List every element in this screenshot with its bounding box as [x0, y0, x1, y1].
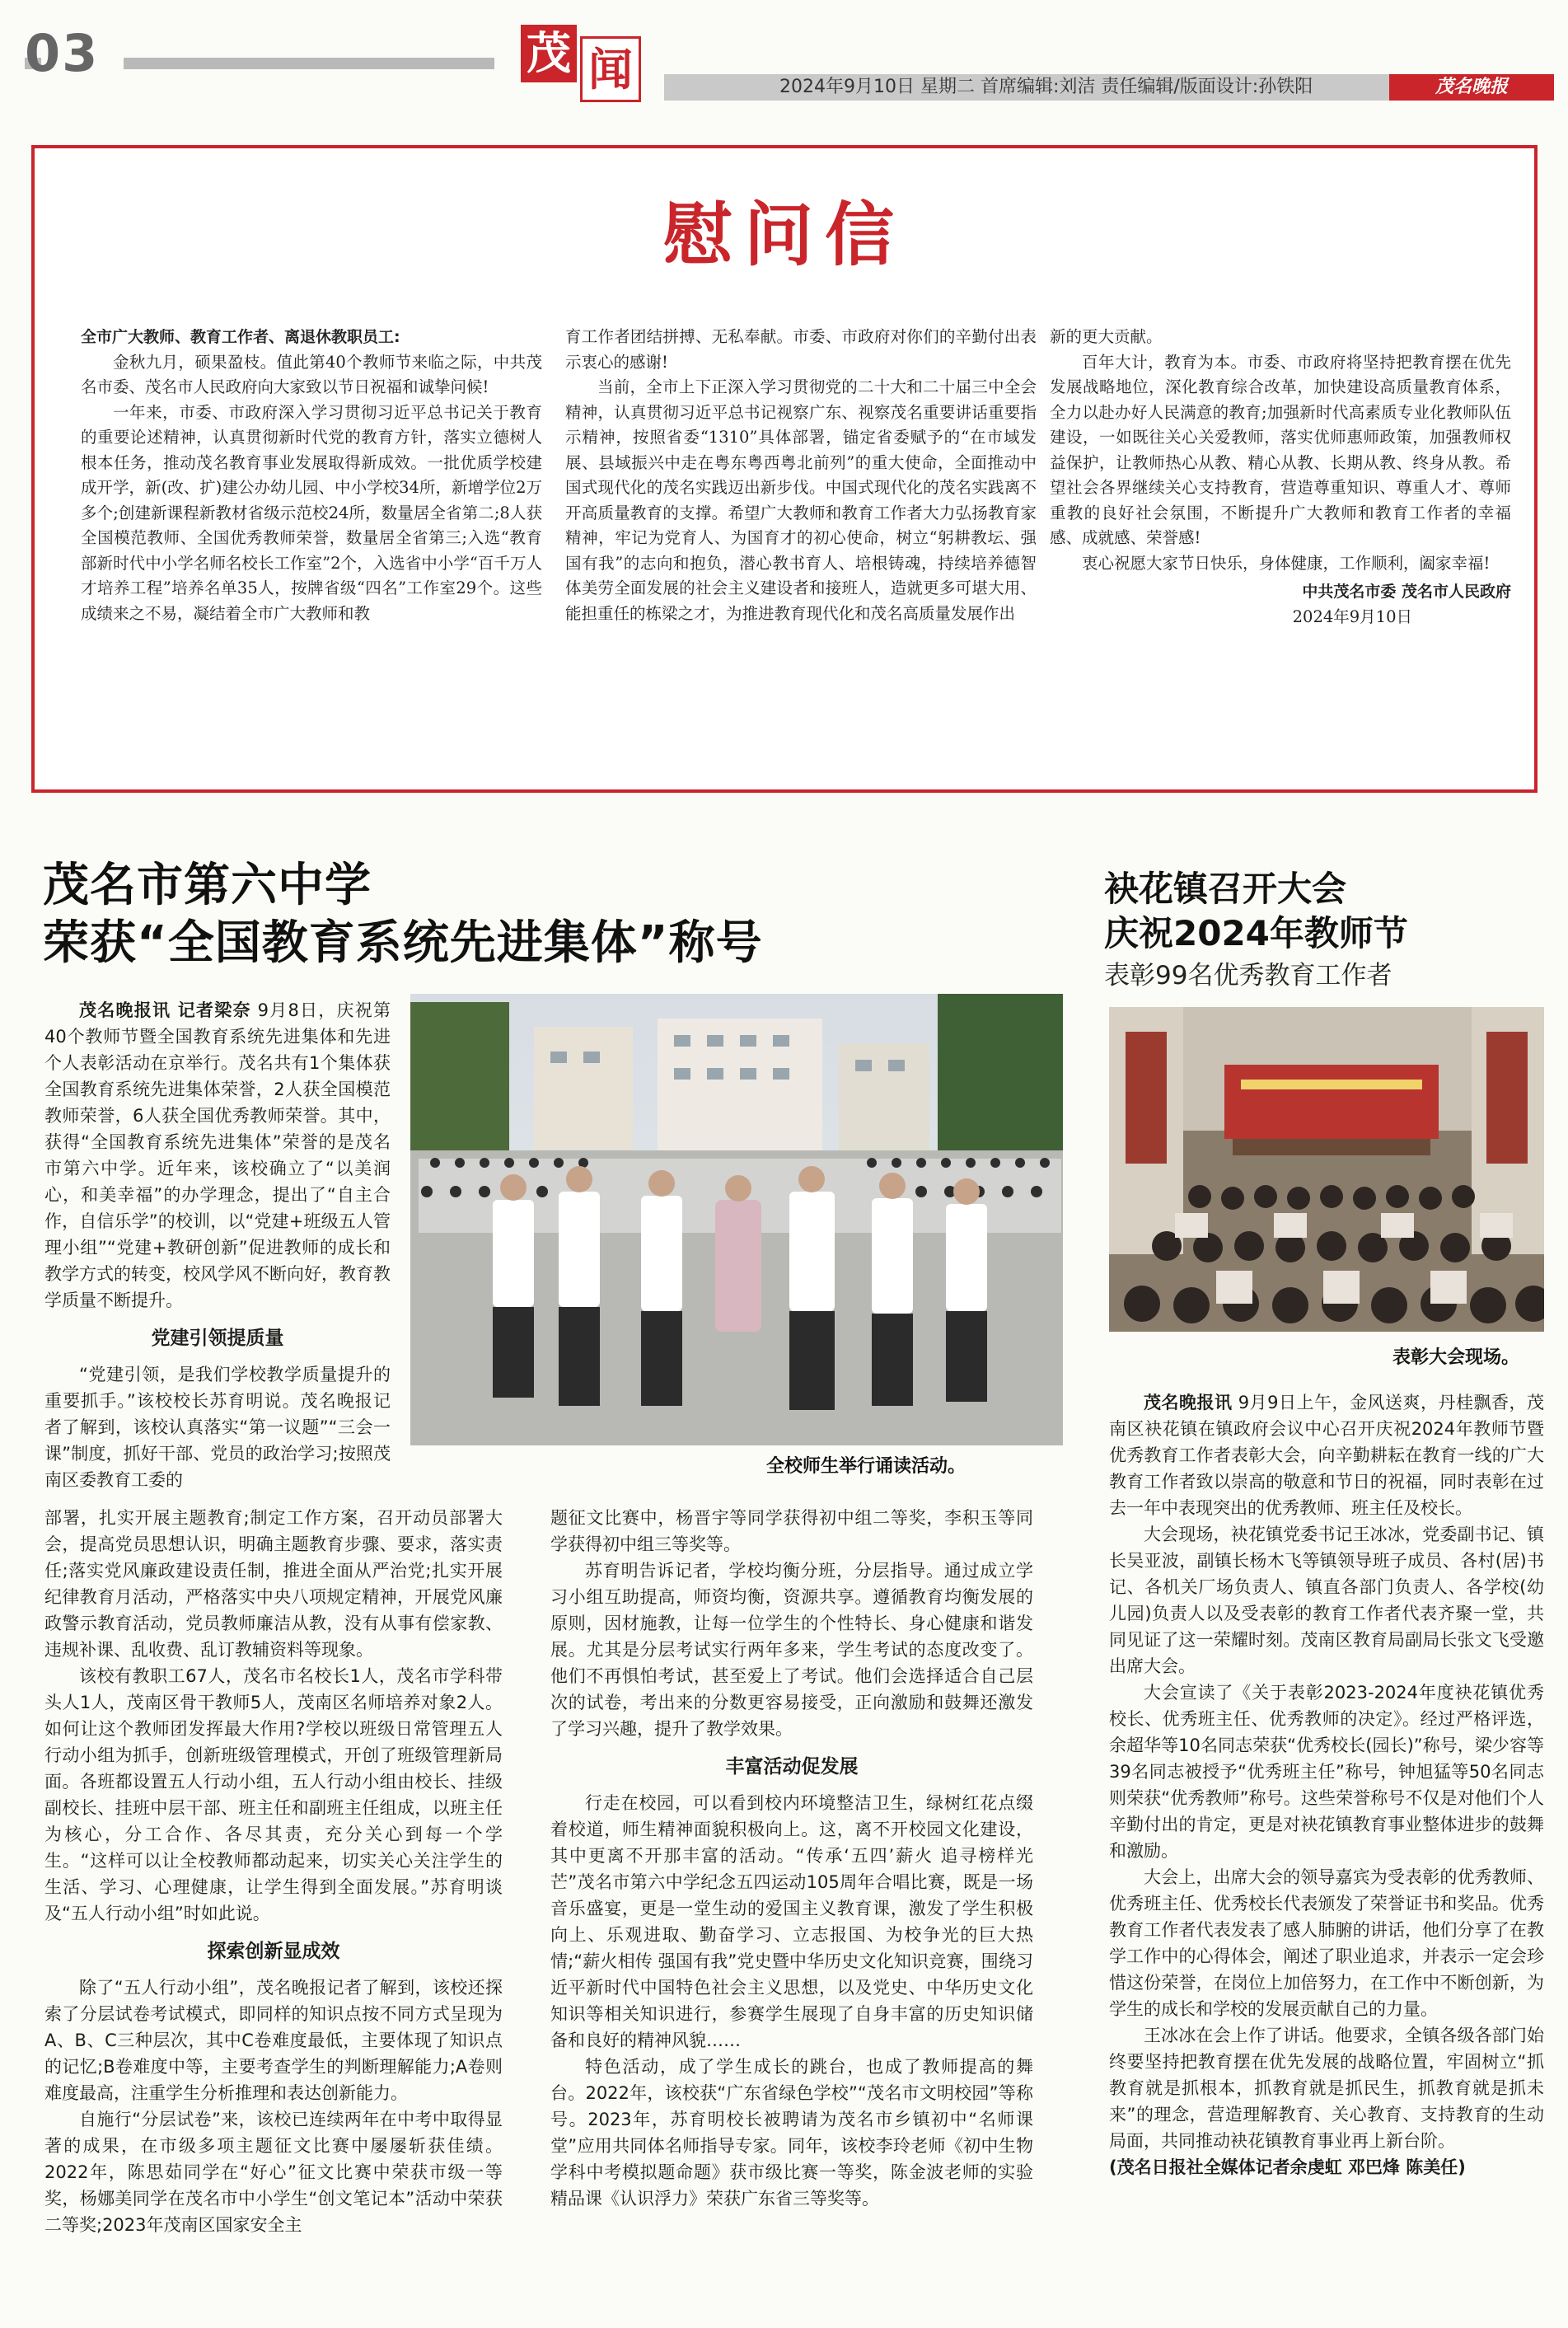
header-rule — [124, 58, 494, 69]
article1-paragraph: 特色活动，成了学生成长的跳台，也成了教师提高的舞台。2022年，该校获“广东省绿色学校”“茂名市文明校园”等称号。2023年，苏育明校长被聘请为茂名市乡镇初中“名师课堂”应用共同体名师指导专家。同年，该校李玲老师《初中生物学科中考模拟题命题》获市级比赛一等奖，陈金波老师的实验精品课《认识浮力》荣获广东省三等奖等。 — [550, 2057, 1033, 2209]
article1-paragraph: “党建引领，是我们学校教学质量提升的重要抓手。”该校校长苏育明说。茂名晚报记者了解到，该校认真落实“第一议题”“三会一课”制度，抓好干部、党员的政治学习;按照茂南区委教育工委的 — [44, 1365, 391, 1490]
letter-paragraph: 百年大计，教育为本。市委、市政府将坚持把教育摆在优先发展战略地位，深化教育综合改革，加快建设高质量教育体系，全力以赴办好人民满意的教育;加强新时代高素质专业化教师队伍建设，一如既往关心关爱教师，落实优师惠师政策，加强教师权益保护，让教师热心从教、精心从教、长期从教、终身从教。希望社会各界继续关心支持教育，营造尊重知识、尊重人才、尊师重教的良好社会氛围，不断提升广大教师和教育工作者的幸福感、成就感、荣誉感! — [1050, 352, 1511, 547]
article1-byline: 茂名晚报讯 记者梁奈 — [79, 1000, 251, 1020]
newspaper-brand: 茂名晚报 — [1389, 74, 1554, 101]
letter-paragraph: 育工作者团结拼搏、无私奉献。市委、市政府对你们的辛勤付出表示衷心的感谢! — [565, 327, 1037, 372]
letter-column-2 — [565, 325, 1037, 626]
page-number: 03 — [25, 23, 100, 83]
school-assembly-image — [410, 994, 1063, 1445]
article1-subhead-1: 党建引领提质量 — [151, 1328, 284, 1349]
article1-lead-column — [44, 997, 391, 1493]
letter-box — [31, 145, 1538, 793]
section-label-char2: 闻 — [580, 36, 641, 102]
article2-column — [1109, 1389, 1544, 2180]
article1-photo — [410, 994, 1063, 1445]
article1-paragraph: 苏育明告诉记者，学校均衡分班，分层指导。通过成立学习小组互助提高，师资均衡，资源共享。遵循教育均衡发展的原则，因材施教，让每一位学生的个性特长、身心健康和谐发展。尤其是分层考试实行两年多来，学生考试的态度改变了。他们不再惧怕考试，甚至爱上了考试。他们会选择适合自己层次的试卷，考出来的分数更容易接受，正向激励和鼓舞还激发了学习兴趣，提升了教学效果。 — [550, 1561, 1033, 1739]
issue-info-bar — [664, 74, 1554, 101]
article1-headline-line1: 茂名市第六中学 — [43, 859, 372, 912]
article2-headline-line2: 庆祝2024年教师节 — [1104, 913, 1408, 953]
article2-subheadline: 表彰99名优秀教育工作者 — [1104, 961, 1392, 991]
conference-hall-image — [1109, 1007, 1544, 1332]
article2-paragraph: 大会宣读了《关于表彰2023-2024年度袂花镇优秀校长、优秀班主任、优秀教师的决定》。经过严格评选，余超华等10名同志荣获“优秀校长(园长)”称号，梁少容等39名同志被授予“优秀班主任”称号，钟旭猛等50名同志则荣获“优秀教师”称号。这些荣誉称号不仅是对他们个人辛勤付出的肯定，更是对袂花镇教育事业整体进步的鼓舞和激励。 — [1109, 1683, 1544, 1861]
article1-photo-caption: 全校师生举行诵读活动。 — [766, 1456, 967, 1477]
letter-salutation: 全市广大教师、教育工作者、离退休教职员工: — [81, 328, 400, 346]
letter-column-1 — [81, 325, 542, 626]
article2-headline-line1: 袂花镇召开大会 — [1104, 869, 1347, 909]
article1-paragraph: 该校有教职工67人，茂名市名校长1人，茂名市学科带头人1人，茂南区骨干教师5人，茂南区名师培养对象2人。如何让这个教师团发挥最大作用?学校以班级日常管理五人行动小组为抓手，创新班级管理模式，开创了班级管理新局面。各班都设置五人行动小组，五人行动小组由校长、挂级副校长、挂班中层干部、班主任和副班主任组成，以班主任为核心，分工合作、各尽其责，充分关心到每一个学生。“这样可以让全校教师都动起来，切实关心关注学生的生活、学习、心理健康，让学生得到全面发展。”苏育明谈及“五人行动小组”时如此说。 — [44, 1666, 503, 1923]
article1-headline — [43, 857, 763, 972]
issue-info: 2024年9月10日 星期二 首席编辑:刘洁 责任编辑/版面设计:孙铁阳 — [779, 77, 1313, 97]
article2-credit: (茂名日报社全媒体记者余虔虹 邓巴烽 陈美任) — [1109, 2157, 1466, 2177]
article2-byline: 茂名晚报讯 — [1144, 1393, 1233, 1412]
letter-column-3 — [1050, 325, 1511, 630]
article2-paragraph: 王冰冰在会上作了讲话。他要求，全镇各级各部门始终要坚持把教育摆在优先发展的战略位置，牢固树立“抓教育就是抓根本，抓教育就是抓民生，抓教育就是抓未来”的理念，营造理解教育、关心教育、支持教育的生动局面，共同推动袂花镇教育事业再上新台阶。 — [1109, 2026, 1544, 2151]
letter-title: 慰问信 — [662, 194, 906, 275]
article2-photo-caption: 表彰大会现场。 — [1392, 1347, 1520, 1368]
article2-headline — [1104, 867, 1408, 956]
letter-date: 2024年9月10日 — [1292, 607, 1412, 626]
letter-paragraph: 一年来，市委、市政府深入学习贯彻习近平总书记关于教育的重要论述精神，认真贯彻新时代党的教育方针，落实立德树人根本任务，推动茂名教育事业发展取得新成效。一批优质学校建成开学，新(改、扩)建公办幼儿园、中小学校34所，新增学位2万多个;创建新课程新教材省级示范校24所，数量居全省第二;8人获全国模范教师、全国优秀教师荣誉，数量居全省第三;入选“教育部新时代中小学名师名校长工作室”2个，入选省中小学“百千万人才培养工程”培养名单35人，按牌省级“四名”工作室29个。这些成绩来之不易，凝结着全市广大教师和教 — [81, 402, 542, 623]
article1-subhead-3: 丰富活动促发展 — [725, 1756, 859, 1778]
article1-paragraph: 自施行“分层试卷”来，该校已连续两年在中考中取得显著的成果，在市级多项主题征文比赛中屡屡斩获佳绩。2022年，陈思茹同学在“好心”征文比赛中荣获市级一等奖，杨娜美同学在茂名市中小学生“创文笔记本”活动中荣获二等奖;2023年茂南区国家安全主 — [44, 2110, 503, 2235]
letter-paragraph: 当前，全市上下正深入学习贯彻党的二十大和二十届三中全会精神，认真贯彻习近平总书记视察广东、视察茂名重要讲话重要指示精神，按照省委“1310”具体部署，锚定省委赋予的“在市域发展、县域振兴中走在粤东粤西粤北前列”的重大使命，全面推动中国式现代化的茂名实践迈出新步伐。中国式现代化的茂名实践离不开高质量教育的支撑。希望广大教师和教育工作者大力弘扬教育家精神，牢记为党育人、为国育才的初心使命，树立“躬耕教坛、强国有我”的志向和抱负，潜心教书育人、培根铸魂，持续培养德智体美劳全面发展的社会主义建设者和接班人，造就更多可堪大用、能担重任的栋梁之才，为推进教育现代化和茂名高质量发展作出 — [565, 377, 1037, 623]
article1-column-2 — [550, 1505, 1033, 2212]
article2-paragraph: 大会上，出席大会的领导嘉宾为受表彰的优秀教师、优秀班主任、优秀校长代表颁发了荣誉证书和奖品。优秀教育工作者代表发表了感人肺腑的讲话，他们分享了在教学工作中的心得体会，阐述了职业追求，并表示一定会珍惜这份荣誉，在岗位上加倍努力，在工作中不断创新，为学生的成长和学校的发展贡献自己的力量。 — [1109, 1867, 1544, 2019]
letter-paragraph: 新的更大贡献。 — [1050, 327, 1163, 346]
article1-paragraph: 除了“五人行动小组”，茂名晚报记者了解到，该校还探索了分层试卷考试模式，即同样的知识点按不同方式呈现为A、B、C三种层次，其中C卷难度最低，主要体现了知识点的记忆;B卷难度中等，主要考查学生的判断理解能力;A卷则难度最高，注重学生分析推理和表达创新能力。 — [44, 1978, 503, 2103]
article1-headline-line2: 荣获“全国教育系统先进集体”称号 — [43, 916, 763, 970]
section-label-char1: 茂 — [521, 25, 577, 82]
article1-lead: 9月8日，庆祝第40个教师节暨全国教育系统先进集体和先进个人表彰活动在京举行。茂名共有1个集体获全国教育系统先进集体荣誉，2人获全国模范教师荣誉，6人获全国优秀教师荣誉。其中，获得“全国教育系统先进集体”荣誉的是茂名市第六中学。近年来，该校确立了“以美润心，和美幸福”的办学理念，提出了“自主合作，自信乐学”的校训，以“党建+班级五人管理小组”“党建+教研创新”促进教师的成长和教学方式的转变，校风学风不断向好，教育教学质量不断提升。 — [44, 1000, 391, 1310]
letter-signature: 中共茂名市委 茂名市人民政府 — [1302, 583, 1511, 601]
article1-paragraph: 题征文比赛中，杨晋宇等同学获得初中组二等奖，李积玉等同学获得初中组三等奖等。 — [550, 1508, 1033, 1554]
article2-paragraph: 大会现场，袂花镇党委书记王冰冰，党委副书记、镇长吴亚波，副镇长杨木飞等镇领导班子成员、各村(居)书记、各机关厂场负责人、镇直各部门负责人、各学校(幼儿园)负责人以及受表彰的教育工作者代表齐聚一堂，共同见证了这一荣耀时刻。茂南区教育局副局长张文飞受邀出席大会。 — [1109, 1525, 1544, 1676]
letter-paragraph: 金秋九月，硕果盈枝。值此第40个教师节来临之际，中共茂名市委、茂名市人民政府向大家致以节日祝福和诚挚问候! — [81, 352, 542, 396]
article1-paragraph: 行走在校园，可以看到校内环境整洁卫生，绿树红花点缀着校道，师生精神面貌积极向上。这，离不开校园文化建设，其中更离不开那丰富的活动。“传承‘五四’薪火 追寻榜样光芒”茂名市第六中学纪念五四运动105周年合唱比赛，既是一场音乐盛宴，更是一堂生动的爱国主义教育课，激发了学生积极向上、乐观进取、勤奋学习、立志报国、为校争光的巨大热情;“薪火相传 强国有我”党史暨中华历史文化知识竞赛，围绕习近平新时代中国特色社会主义思想，以及党史、中华历史文化知识等相关知识进行，参赛学生展现了自身丰富的历史知识储备和良好的精神风貌…… — [550, 1793, 1033, 2050]
article1-paragraph: 部署，扎实开展主题教育;制定工作方案，召开动员部署大会，提高党员思想认识，明确主题教育步骤、要求，落实责任;落实党风廉政建设责任制，推进全面从严治党;扎实开展纪律教育月活动，严格落实中央八项规定精神，开展党风廉政警示教育活动，党员教师廉洁从教，没有从事有偿家教、违规补课、乱收费、乱订教辅资料等现象。 — [44, 1508, 503, 1660]
article2-photo — [1109, 1007, 1544, 1332]
letter-paragraph: 衷心祝愿大家节日快乐，身体健康，工作顺利，阖家幸福! — [1082, 553, 1491, 573]
article1-column-1 — [44, 1505, 503, 2238]
article2-lead: 9月9日上午，金风送爽，丹桂飘香，茂南区袂花镇在镇政府会议中心召开庆祝2024年教师节暨优秀教育工作者表彰大会，向辛勤耕耘在教育一线的广大教育工作者致以崇高的敬意和节日的祝福，同时表彰在过去一年中表现突出的优秀教师、班主任及校长。 — [1109, 1393, 1545, 1518]
article1-subhead-2: 探索创新显成效 — [207, 1941, 340, 1962]
